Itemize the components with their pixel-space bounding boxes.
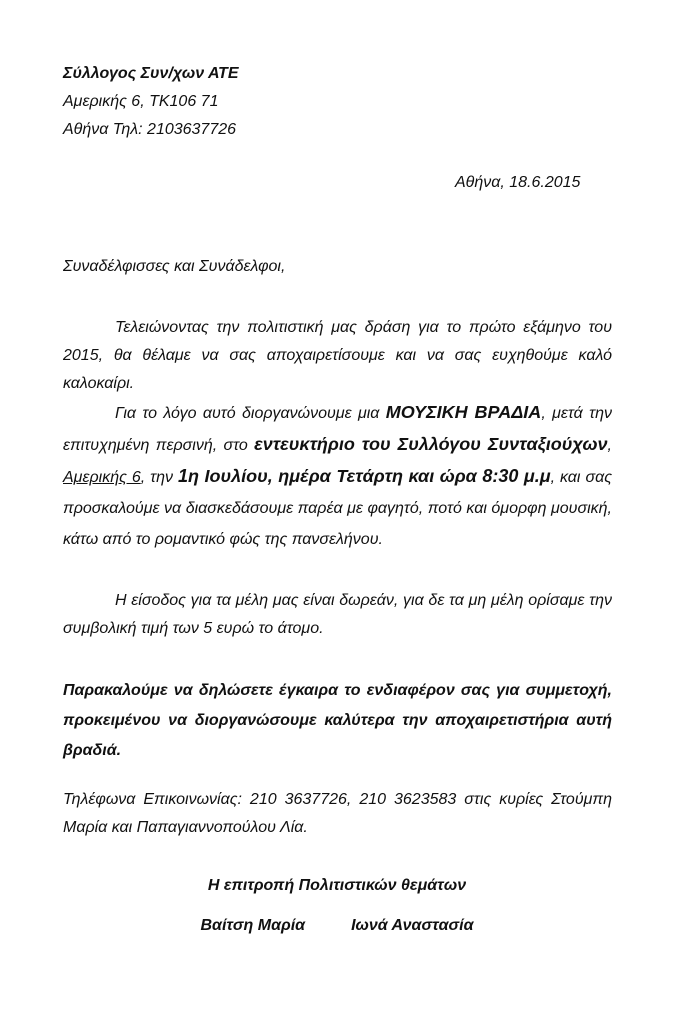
event-venue: εντευκτήριο του Συλλόγου Συνταξιούχων xyxy=(254,434,608,454)
event-text-1: Για το λόγο αυτό διοργανώνουμε μια xyxy=(115,405,386,422)
paragraph-intro: Τελειώνοντας την πολιτιστική μας δράση για το πρώτο εξάμηνο του 2015, θα θέλαμε να σας αποχαιρετίσουμε και να σας ευχηθούμε καλό καλοκαίρι. xyxy=(63,319,612,392)
event-text-3: , xyxy=(607,437,612,454)
paragraph-rsvp: Παρακαλούμε να δηλώσετε έγκαιρα το ενδιαφέρον σας για συμμετοχή, προκειμένου να διοργανώσουμε καλύτερα την αποχαιρετιστήρια αυτή βραδιά. xyxy=(63,682,612,759)
letter-date: Αθήνα, 18.6.2015 xyxy=(455,174,581,191)
sender-name: Σύλλογος Συν/χων ΑΤΕ xyxy=(63,65,239,82)
event-address: Αμερικής 6 xyxy=(63,469,141,486)
event-text-2: , μετά την επιτυχημένη περσινή, στο xyxy=(63,405,612,454)
event-text-5: , και σας προσκαλούμε να διασκεδάσουμε παρέα με φαγητό, ποτό και όμορφη μουσική, κάτω από το ρομαντικό φώς της πανσελήνου. xyxy=(63,469,612,548)
salutation: Συναδέλφισσες και Συνάδελφοι, xyxy=(63,258,286,275)
paragraph-entry-fee: Η είσοδος για τα μέλη μας είναι δωρεάν, για δε τα μη μέλη ορίσαμε την συμβολική τιμή των 5 ευρώ το άτομο. xyxy=(63,592,612,637)
paragraph-event xyxy=(63,397,612,555)
event-text-4: , την xyxy=(140,469,178,486)
signature-name-2: Ιωνά Αναστασία xyxy=(351,917,474,934)
signature-committee: Η επιτροπή Πολιτιστικών θεμάτων xyxy=(207,877,467,894)
sender-city-phone: Αθήνα Τηλ: 2103637726 xyxy=(63,121,237,138)
signature-names xyxy=(0,917,674,935)
sender-block xyxy=(63,60,239,144)
signature-name-1: Βαίτση Μαρία xyxy=(200,917,306,934)
event-title: ΜΟΥΣΙΚΗ ΒΡΑΔΙΑ xyxy=(385,402,542,422)
event-day-time: 1η Ιουλίου, ημέρα Τετάρτη και ώρα 8:30 μ.μ xyxy=(177,466,551,486)
sender-address: Αμερικής 6, ΤΚ106 71 xyxy=(63,93,219,110)
paragraph-contact: Τηλέφωνα Επικοινωνίας: 210 3637726, 210 3623583 στις κυρίες Στούμπη Μαρία και Παπαγιαννοπούλου Λία. xyxy=(63,791,612,836)
